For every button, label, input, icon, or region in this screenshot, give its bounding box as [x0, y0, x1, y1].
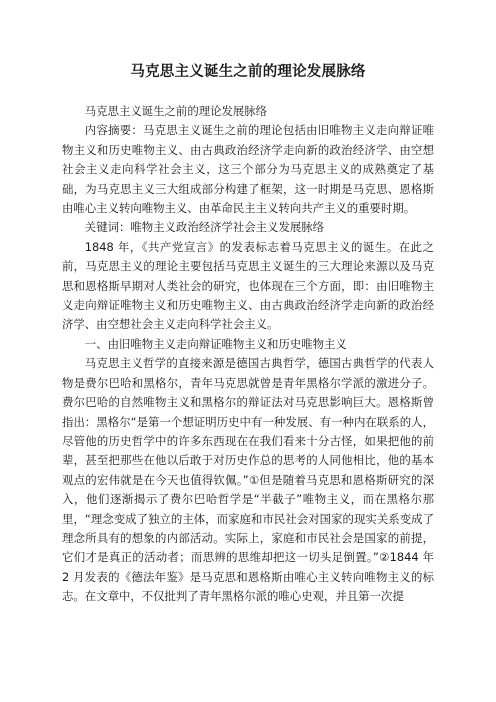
body-paragraph-keywords: 关键词：唯物主义政治经济学社会主义发展脉络 — [84, 220, 325, 235]
body-paragraph-subtitle: 马克思主义诞生之前的理论发展脉络 — [84, 104, 268, 118]
body-paragraph-intro: 1848 年，《共产党宣言》的发表标志着马克思主义的诞生。在此之前，马克思主义的理论主要包括马克思主义诞生的三大理论来源以及马克思和恩格斯早期对人类社会的研究，也体现在三个方面，即：由旧唯物主义走向辩证唯物主义和历史唯物主义、由古典政治经济学走向新的政治经济学、由空想社会主义走向科学社会主义。 — [62, 239, 434, 332]
body-paragraph-abstract: 内容摘要：马克思主义诞生之前的理论包括由旧唯物主义走向辩证唯物主义和历史唯物主义、由古典政治经济学走向新的政治经济学、由空想社会主义走向科学社会主义，这三个部分为马克思主义的成熟奠定了基础，为马克思主义三大组成部分构建了框架，这一时期是马克思、恩格斯由唯心主义转向唯物主义、由革命民主主义转向共产主义的重要时期。 — [62, 123, 434, 216]
section-heading-1: 一、由旧唯物主义走向辩证唯物主义和历史唯物主义 — [84, 336, 347, 351]
body-paragraph-section-1: 马克思主义哲学的直接来源是德国古典哲学，德国古典哲学的代表人物是费尔巴哈和黑格尔，青年马克思就曾是青年黑格尔学派的激进分子。费尔巴哈的自然唯物主义和黑格尔的辩证法对马克思影响巨大。恩格斯曾指出：黑格尔“是第一个想证明历史中有一种发展、有一种内在联系的人，尽管他的历史哲学中的许多东西现在在我们看来十分古怪，如果把他的前辈，甚至把那些在他以后敢于对历史作总的思考的人同他相比，他的基本观点的宏伟就是在今天也值得钦佩。”①但是随着马克思和恩格斯研究的深入，他们逐渐揭示了费尔巴哈哲学是“半截子”唯物主义，而在黑格尔那里，“理念变成了独立的主体，而家庭和市民社会对国家的现实关系变成了理念所具有的想象的内部活动。实际上，家庭和市民社会是国家的前提，它们才是真正的活动者；而思辨的思维却把这一切头足倒置。”②1844 年 2 月发表的《德法年鉴》是马克思和恩格斯由唯心主义转向唯物主义的标志。在文章中，不仅批判了青年黑格尔派的唯心史观，并且第一次提 — [62, 356, 434, 604]
document-title: 马克思主义诞生之前的理论发展脉络 — [130, 64, 366, 80]
